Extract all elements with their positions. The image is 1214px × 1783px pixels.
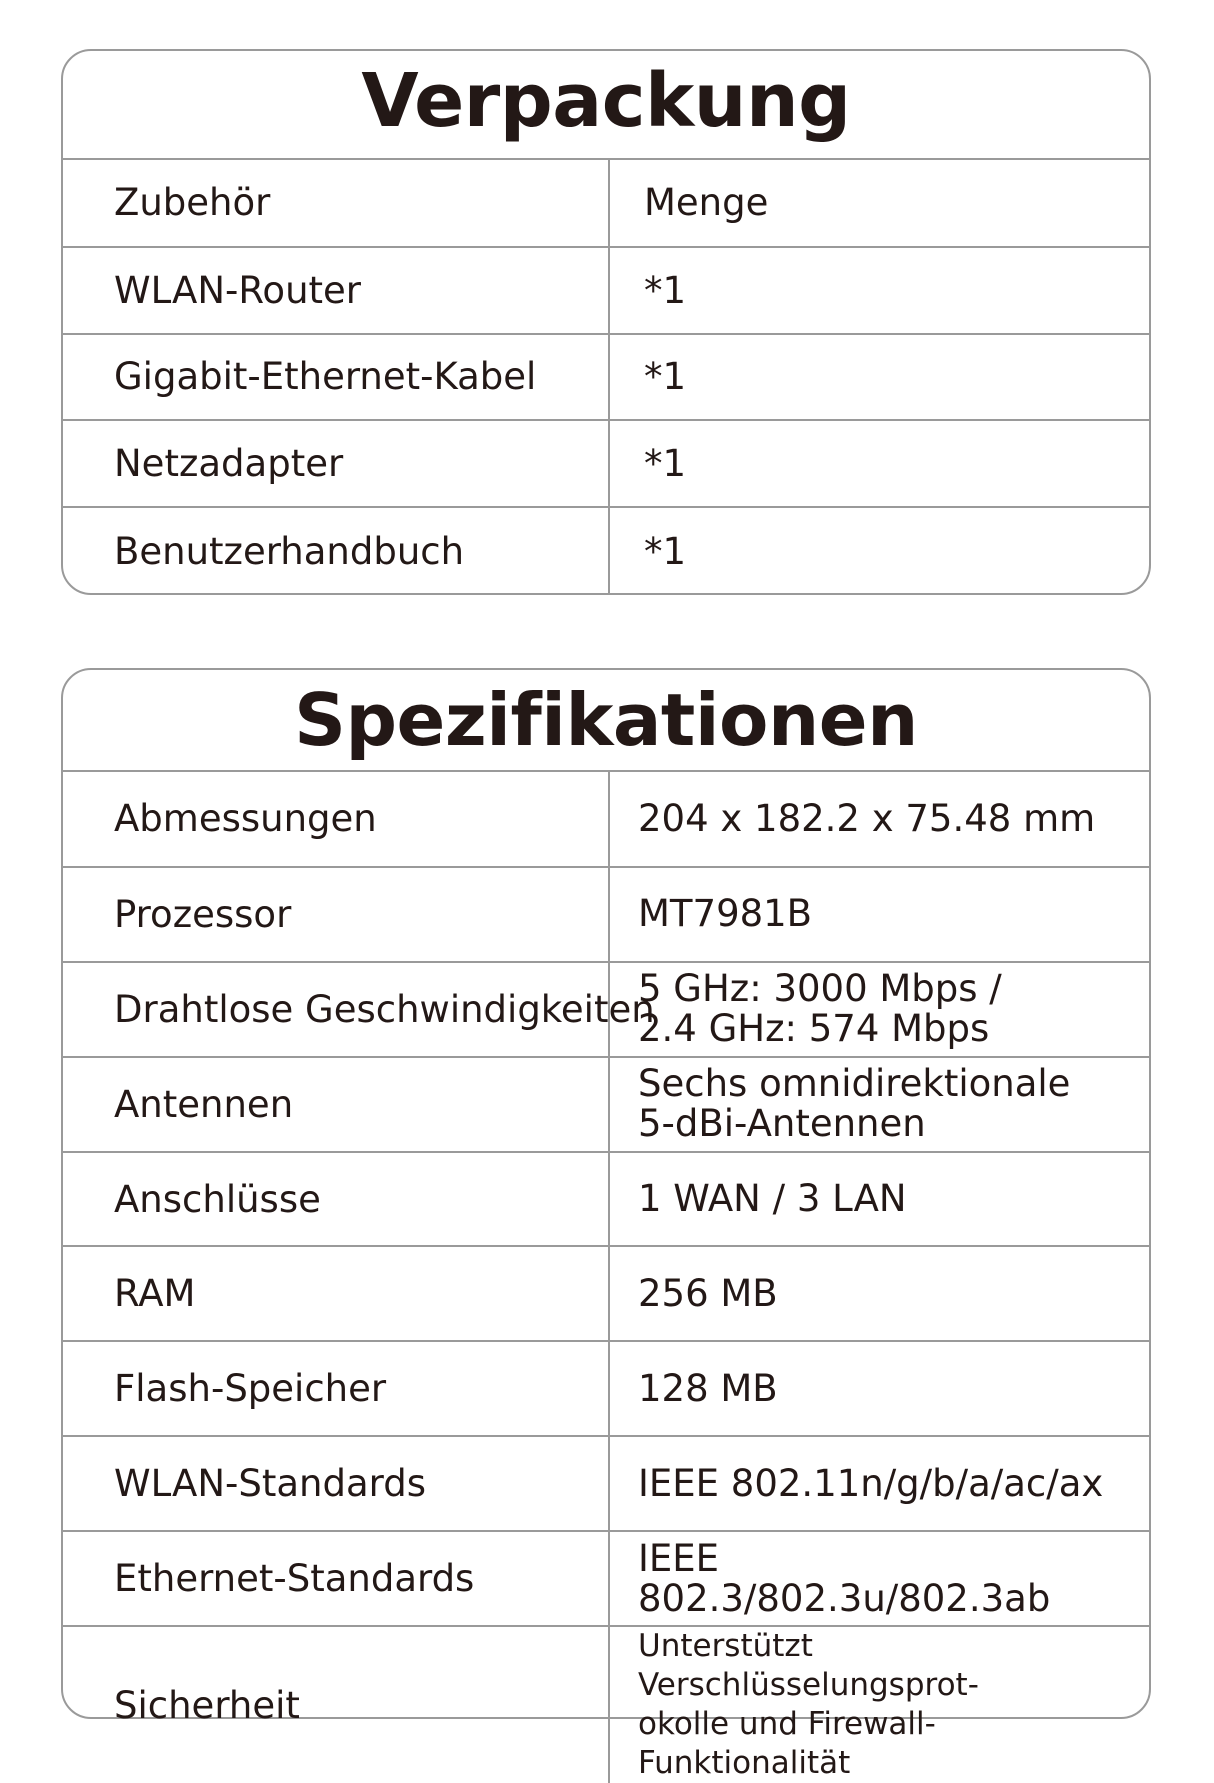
spec-key [63,1057,609,1152]
spec-key-label: RAM [114,1272,196,1316]
table-row [63,507,1149,594]
spec-value: IEEE 802.11n/g/b/a/ac/ax [609,1436,1149,1531]
spec-value: 256 MB [609,1246,1149,1341]
header-item: Zubehör [63,160,609,247]
spec-key-label: Ethernet-Standards [114,1557,475,1601]
spec-value [609,1057,1149,1152]
item-quantity: *1 [609,420,1149,507]
table-row [63,772,1149,867]
item-quantity: *1 [609,247,1149,334]
spec-value: 128 MB [609,1341,1149,1436]
table-row [63,1341,1149,1436]
spec-value [609,962,1149,1057]
spec-key-label: Anschlüsse [114,1177,321,1221]
spec-value: 1 WAN / 3 LAN [609,1152,1149,1247]
spec-key [63,1341,609,1436]
table-row [63,867,1149,962]
header-quantity: Menge [644,181,769,225]
table-row [63,334,1149,421]
spec-key [63,867,609,962]
spec-key [63,1152,609,1247]
spec-value-line-2: 5-dBi-Antennen [638,1102,926,1146]
table-row [63,1152,1149,1247]
spec-key [63,1246,609,1341]
spec-value-line-1: 5 GHz: 3000 Mbps / [638,967,1002,1011]
spec-value-line-1: Sechs omnidirektionale [638,1062,1071,1106]
spec-key [63,1626,609,1783]
spec-key-label: Flash-Speicher [114,1367,387,1411]
spec-key-label: Sicherheit [114,1683,300,1727]
table-row [63,247,1149,334]
specifications-title: Spezifikationen [63,670,1149,772]
spec-value-line-1: Unterstützt Verschlüsselungsprot- [638,1628,979,1704]
packaging-title: Verpackung [63,51,1149,160]
item-name: Benutzerhandbuch [63,507,609,594]
item-name: WLAN-Router [63,247,609,334]
spec-key [63,772,609,867]
table-row [63,1246,1149,1341]
spec-key [63,1436,609,1531]
spec-key [63,962,655,1057]
spec-key-label: Abmessungen [114,797,377,841]
spec-value-line-2: okolle und Firewall-Funktionalität [638,1706,936,1782]
table-row [63,1436,1149,1531]
item-quantity: *1 [609,507,1149,594]
specifications-table [63,772,1149,1783]
table-row [63,1626,1149,1783]
table-row [63,1057,1149,1152]
packaging-table [63,160,1149,594]
table-row [63,962,1149,1057]
spec-key-label: Prozessor [114,892,292,936]
spec-value: 204 x 182.2 x 75.48 mm [638,796,1096,840]
spec-value [609,1626,1149,1783]
spec-value: IEEE 802.3/802.3u/802.3ab [609,1531,1149,1626]
item-quantity: *1 [609,334,1149,421]
specifications-card [61,668,1151,1782]
packaging-card [61,49,1151,595]
spec-key-label: Antennen [114,1082,294,1126]
spec-key-label: Drahtlose Geschwindigkeiten [114,987,655,1031]
table-row [63,1531,1149,1626]
spec-key-label: WLAN-Standards [114,1462,426,1506]
table-row [63,420,1149,507]
spec-value-line-2: 2.4 GHz: 574 Mbps [638,1007,990,1051]
item-name: Netzadapter [63,420,609,507]
spec-value: MT7981B [609,867,1149,962]
item-name: Gigabit-Ethernet-Kabel [63,334,609,421]
table-header-row [63,160,1149,247]
spec-key [63,1531,609,1626]
